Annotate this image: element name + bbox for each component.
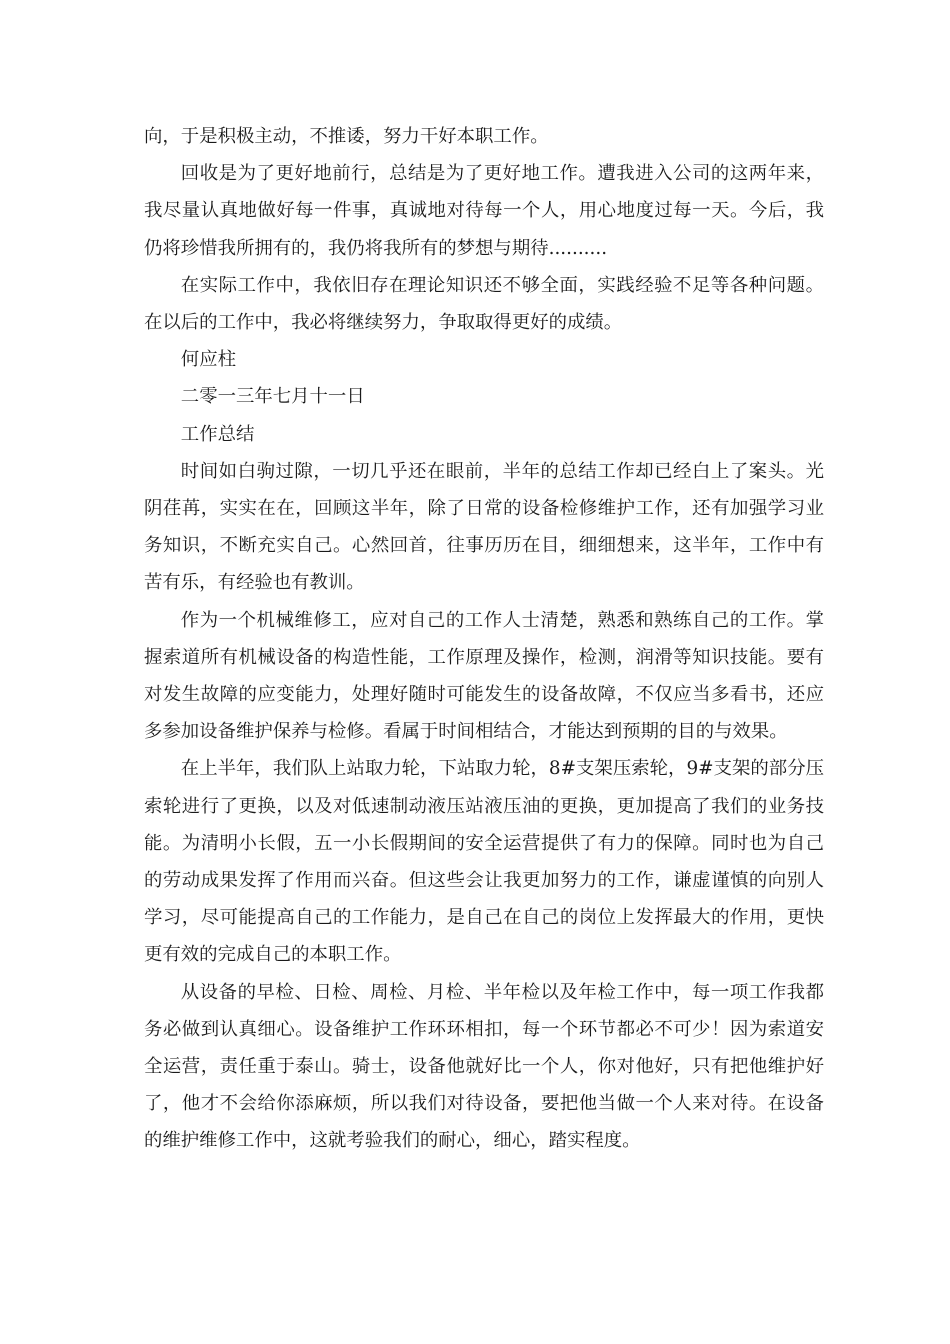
paragraph-review: 回收是为了更好地前行，总结是为了更好地工作。遭我进入公司的这两年来，我尽量认真地做好每一件事，真诚地对待每一个人，用心地度过每一天。今后，我仍将珍惜我所拥有的，我仍将我所有的梦想与期待.......... (144, 163, 824, 259)
paragraph-mechanic-role: 作为一个机械维修工，应对自己的工作人士清楚，熟悉和熟练自己的工作。掌握索道所有机械设备的构造性能，工作原理及操作，检测，润滑等知识技能。要有对发生故障的应变能力，处理好随时可能发生的设备故障，不仅应当多看书，还应多参加设备维护保养与检修。看属于时间相结合，才能达到预期的目的与效果。 (144, 609, 824, 743)
paragraph-shortcomings: 在实际工作中，我依旧存在理论知识还不够全面，实践经验不足等各种问题。在以后的工作中，我必将继续努力，争取取得更好的成绩。 (144, 274, 824, 334)
paragraph-first-half-work: 在上半年，我们队上站取力轮，下站取力轮，8#支架压索轮，9#支架的部分压索轮进行了更换，以及对低速制动液压站液压油的更换，更加提高了我们的业务技能。为清明小长假，五一小长假期间的安全运营提供了有力的保障。同时也为自己的劳动成果发挥了作用而兴奋。但这些会让我更加努力的工作，谦虚谨慎的向别人学习，尽可能提高自己的工作能力，是自己在自己的岗位上发挥最大的作用，更快更有效的完成自己的本职工作。 (144, 758, 824, 966)
author-signature: 何应柱 (180, 349, 236, 371)
paragraph-continuation: 向，于是积极主动，不推诿，努力干好本职工作。 (144, 126, 549, 147)
paragraph-inspections: 从设备的早检、日检、周检、月检、半年检以及年检工作中，每一项工作我都务必做到认真细心。设备维护工作环环相扣，每一个环节都必不可少！因为索道安全运营，责任重于泰山。骑士，设备他就好比一个人，你对他好，只有把他维护好了，他才不会给你添麻烦，所以我们对待设备，要把他当做一个人来对待。在设备的维护维修工作中，这就考验我们的耐心，细心，踏实程度。 (144, 981, 824, 1152)
document-date: 二零一三年七月十一日 (180, 386, 365, 408)
paragraph-time-flies: 时间如白驹过隙，一切几乎还在眼前，半年的总结工作却已经白上了案头。光阴荏苒，实实在在，回顾这半年，除了日常的设备检修维护工作，还有加强学习业务知识，不断充实自己。心然回首，往事历历在目，细细想来，这半年，工作中有苦有乐，有经验也有教训。 (144, 460, 824, 594)
section-title: 工作总结 (180, 423, 255, 445)
document-body (144, 118, 824, 1160)
